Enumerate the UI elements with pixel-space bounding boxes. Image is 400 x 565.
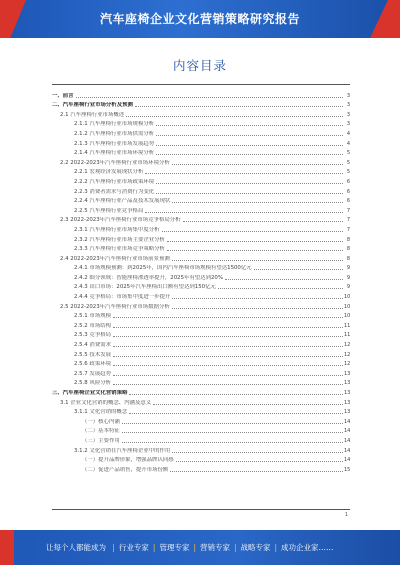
footer-item: 管理专家 [159, 543, 190, 552]
toc-entry[interactable] [52, 99, 350, 109]
toc-entry-page: 6 [346, 178, 350, 185]
toc-entry-title: （二）基本特征 [82, 428, 120, 435]
toc-entry-title: （二）促进产品销售，提升市场份额 [82, 466, 169, 473]
toc-entry[interactable] [52, 166, 350, 176]
toc-entry[interactable] [52, 444, 350, 454]
report-title: 汽车座椅企业文化营销策略研究报告 [99, 12, 300, 26]
footer-red-stripe [0, 530, 14, 565]
toc-entry-title: 3.1.2 文化营销在汽车座椅企业中的作用 [74, 447, 171, 454]
toc-leader-dots [122, 432, 343, 433]
toc-entry-page: 14 [344, 428, 351, 435]
toc-entry[interactable] [52, 175, 350, 185]
toc-entry[interactable] [52, 396, 350, 406]
toc-entry[interactable] [52, 425, 350, 435]
toc-leader-dots [172, 164, 343, 165]
toc-leader-dots [176, 461, 343, 462]
toc-leader-dots [126, 116, 343, 117]
page-number: 1 [344, 512, 348, 518]
toc-entry-title: （一）提升品牌形象，增强品牌认同感 [82, 457, 174, 464]
toc-top-rule [52, 84, 350, 85]
toc-entry-page: 3 [346, 92, 350, 99]
toc-entry-title: （三）主要作用 [82, 437, 120, 444]
toc-entry-page: 6 [346, 198, 350, 205]
toc-entry[interactable] [52, 108, 350, 118]
toc-entry[interactable] [52, 348, 350, 358]
toc-leader-dots [170, 471, 343, 472]
toc-entry-title: 2.4.2 细分领域：智能座椅渗透率提升，2025年有望达到20% [74, 274, 223, 281]
toc-entry[interactable] [52, 300, 350, 310]
footer-lead: 让每个人都能成为 [46, 543, 106, 552]
toc-entry[interactable] [52, 214, 350, 224]
toc-entry-title: （一）核心内涵 [82, 418, 120, 425]
toc-leader-dots [254, 269, 343, 270]
toc-entry-title: 2.1.3 汽车座椅行业市场发展趋势 [74, 140, 155, 147]
toc-leader-dots [129, 394, 343, 395]
toc-entry[interactable] [52, 377, 350, 387]
toc-leader-dots [156, 125, 343, 126]
footer-item: 战略专家 [240, 543, 271, 552]
toc-entry-title: 2.1 汽车座椅行业市场概述 [60, 111, 125, 118]
toc-entry-page: 12 [344, 361, 351, 368]
toc-entry[interactable] [52, 262, 350, 272]
toc-entry[interactable] [52, 434, 350, 444]
toc-entry-page: 11 [344, 332, 351, 339]
toc-entry-page: 3 [346, 102, 350, 109]
toc-entry-title: 2.2.3 消费者需求与消费行为变化 [74, 188, 155, 195]
toc-leader-dots [167, 241, 343, 242]
toc-entry-page: 12 [344, 342, 351, 349]
toc-entry-title: 2.3 2022-2023年汽车座椅行业市场竞争格局分析 [60, 217, 181, 224]
toc-entry[interactable] [52, 319, 350, 329]
toc-entry-page: 10 [344, 294, 351, 301]
toc-entry[interactable] [52, 233, 350, 243]
toc-leader-dots [156, 135, 343, 136]
toc-entry[interactable] [52, 127, 350, 137]
toc-entry-title: 2.3.3 汽车座椅行业市场竞争策略分析 [74, 246, 165, 253]
toc-leader-dots [162, 231, 343, 232]
toc-entry[interactable] [52, 406, 350, 416]
toc-entry-title: 2.2.5 汽车座椅行业竞争格局 [74, 207, 144, 214]
toc-leader-dots [113, 336, 343, 337]
toc-entry-page: 14 [344, 437, 351, 444]
toc-entry-title: 2.2.4 汽车座椅行业产品及技术发展现状 [74, 198, 171, 205]
toc-leader-dots [172, 452, 343, 453]
toc-leader-dots [183, 221, 343, 222]
toc-entry-page: 5 [346, 169, 350, 176]
toc-leader-dots [156, 154, 343, 155]
toc-entry-title: 2.3.2 汽车座椅行业市场主要企业分析 [74, 236, 165, 243]
toc-entry[interactable] [52, 271, 350, 281]
toc-leader-dots [156, 193, 343, 194]
toc-entry-page: 12 [344, 351, 351, 358]
toc-entry[interactable] [52, 415, 350, 425]
toc-entry-title: 2.2 2022-2023年汽车座椅行业市场环境分析 [60, 159, 170, 166]
footer-slogan [46, 542, 334, 553]
toc-leader-dots [153, 404, 343, 405]
toc-entry[interactable] [52, 195, 350, 205]
toc-entry-page: 13 [344, 390, 351, 396]
toc-entry-title: 2.4.1 市场规模预测：到2025年，国内汽车座椅市场规模有望达1500亿元 [74, 265, 252, 272]
toc-entry-page: 9 [346, 284, 350, 291]
footer-item: 成功企业家…… [281, 543, 334, 552]
toc-leader-dots [156, 145, 343, 146]
toc-entry-page: 3 [346, 111, 350, 118]
toc-leader-dots [135, 106, 343, 107]
toc-entry-page: 3 [346, 121, 350, 128]
toc-entry-title: 2.4.4 竞争格局：市场集中度进一步提升 [74, 294, 171, 301]
toc-leader-dots [172, 298, 343, 299]
toc-leader-dots [225, 279, 343, 280]
footer-item: 营销专家 [199, 543, 230, 552]
toc-entry-page: 10 [344, 303, 351, 310]
toc-entry[interactable] [52, 204, 350, 214]
toc-leader-dots [156, 183, 343, 184]
toc-entry-title: 2.2.2 汽车座椅行业市场政策环境 [74, 178, 155, 185]
toc-leader-dots [172, 308, 343, 309]
toc-entry-page: 7 [346, 207, 350, 214]
toc-entry-page: 4 [346, 130, 350, 137]
toc-entry[interactable] [52, 243, 350, 253]
toc-entry[interactable] [52, 310, 350, 320]
toc-entry-page: 6 [346, 188, 350, 195]
toc-bottom-rule [52, 509, 350, 510]
toc-entry[interactable] [52, 223, 350, 233]
toc-entry-title: 2.5.4 消费需求 [74, 342, 111, 349]
toc-entry[interactable] [52, 156, 350, 166]
toc-entry-title: 2.5 2022-2023年汽车座椅行业市场数据分析 [60, 303, 170, 310]
toc-entry-title: 2.1.2 汽车座椅行业市场供需分析 [74, 130, 155, 137]
toc-leader-dots [122, 423, 343, 424]
toc-entry-page: 9 [346, 265, 350, 272]
toc-entry[interactable] [52, 147, 350, 157]
toc-entry-page: 9 [346, 274, 350, 281]
toc-entry-page: 7 [346, 226, 350, 233]
toc-leader-dots [113, 327, 343, 328]
footer-separator: | [274, 543, 278, 552]
toc-entry-page: 5 [346, 159, 350, 166]
toc-entry-page: 14 [344, 418, 351, 425]
toc-leader-dots [172, 202, 343, 203]
toc-entry[interactable] [52, 358, 350, 368]
toc-leader-dots [113, 346, 343, 347]
toc-leader-dots [129, 413, 343, 414]
table-of-contents [52, 89, 350, 473]
toc-entry-title: 2.1.1 汽车座椅行业市场规模分析 [74, 121, 155, 128]
toc-entry[interactable] [52, 386, 350, 396]
toc-entry[interactable] [52, 290, 350, 300]
toc-entry[interactable] [52, 463, 350, 473]
toc-entry-title: 2.2.1 宏观经济发展现状分析 [74, 169, 144, 176]
toc-entry[interactable] [52, 137, 350, 147]
toc-leader-dots [113, 375, 343, 376]
toc-entry-page: 13 [344, 409, 351, 416]
toc-entry-title: 一、前言 [52, 92, 74, 99]
toc-entry-page: 5 [346, 150, 350, 157]
footer-separator: | [193, 543, 196, 552]
report-header-banner [0, 0, 400, 38]
footer-banner [0, 530, 400, 565]
toc-entry-title: 2.5.3 竞争格局 [74, 332, 111, 339]
toc-leader-dots [145, 173, 343, 174]
footer-separator: | [233, 543, 237, 552]
toc-entry-page: 4 [346, 140, 350, 147]
toc-entry-title: 2.5.1 市场规模 [74, 313, 111, 320]
toc-entry[interactable] [52, 281, 350, 291]
toc-leader-dots [218, 288, 343, 289]
toc-entry-title: 2.5.2 市场结构 [74, 322, 111, 329]
toc-leader-dots [172, 260, 343, 261]
toc-entry[interactable] [52, 118, 350, 128]
toc-entry-title: 2.5.5 技术发展 [74, 351, 111, 358]
toc-entry-title: 2.1.4 汽车座椅行业市场环境分析 [74, 150, 155, 157]
toc-entry-title: 2.4 2022-2023年汽车座椅行业市场前景预测 [60, 255, 170, 262]
toc-entry-page: 15 [344, 466, 351, 473]
toc-entry-page: 8 [346, 255, 350, 262]
toc-entry-page: 13 [344, 380, 351, 387]
toc-leader-dots [145, 212, 343, 213]
toc-entry-title: 2.5.6 政策环境 [74, 361, 111, 368]
toc-entry-page: 13 [344, 370, 351, 377]
toc-leader-dots [122, 442, 343, 443]
toc-entry-page: 14 [344, 447, 351, 454]
toc-leader-dots [113, 365, 343, 366]
footer-separator: | [112, 543, 115, 552]
toc-leader-dots [167, 250, 343, 251]
toc-entry-page: 14 [344, 457, 351, 464]
toc-entry-page: 10 [344, 313, 351, 320]
toc-leader-dots [113, 384, 343, 385]
toc-entry-title: 3.1 企业文化营销的概念、内涵及意义 [60, 399, 152, 406]
toc-entry-page: 8 [346, 246, 350, 253]
toc-entry-page: 7 [346, 217, 350, 224]
toc-entry-title: 二、汽车座椅行业市场分析及预测 [52, 102, 133, 109]
toc-entry-title: 2.5.7 发展趋势 [74, 370, 111, 377]
toc-entry-title: 2.4.3 出口市场：2025年汽车座椅出口额有望达到150亿元 [74, 284, 216, 291]
toc-entry[interactable] [52, 252, 350, 262]
toc-entry[interactable] [52, 367, 350, 377]
toc-entry-title: 3.1.1 文化营销的概念 [74, 409, 128, 416]
toc-entry-title: 三、汽车座椅企业文化营销策略 [52, 390, 128, 396]
toc-leader-dots [113, 317, 343, 318]
toc-entry[interactable] [52, 89, 350, 99]
footer-separator: | [152, 543, 156, 552]
toc-entry[interactable] [52, 329, 350, 339]
toc-entry-title: 2.3.1 汽车座椅行业市场集中度分析 [74, 226, 160, 233]
toc-entry-page: 13 [344, 399, 351, 406]
toc-entry-page: 11 [344, 322, 351, 329]
toc-entry[interactable] [52, 338, 350, 348]
toc-leader-dots [76, 97, 343, 98]
toc-entry[interactable] [52, 185, 350, 195]
footer-item: 行业专家 [118, 543, 149, 552]
toc-entry[interactable] [52, 454, 350, 464]
toc-entry-title: 2.5.8 风险分析 [74, 380, 111, 387]
toc-heading: 内容目录 [172, 58, 227, 73]
toc-entry-page: 8 [346, 236, 350, 243]
toc-leader-dots [113, 356, 343, 357]
